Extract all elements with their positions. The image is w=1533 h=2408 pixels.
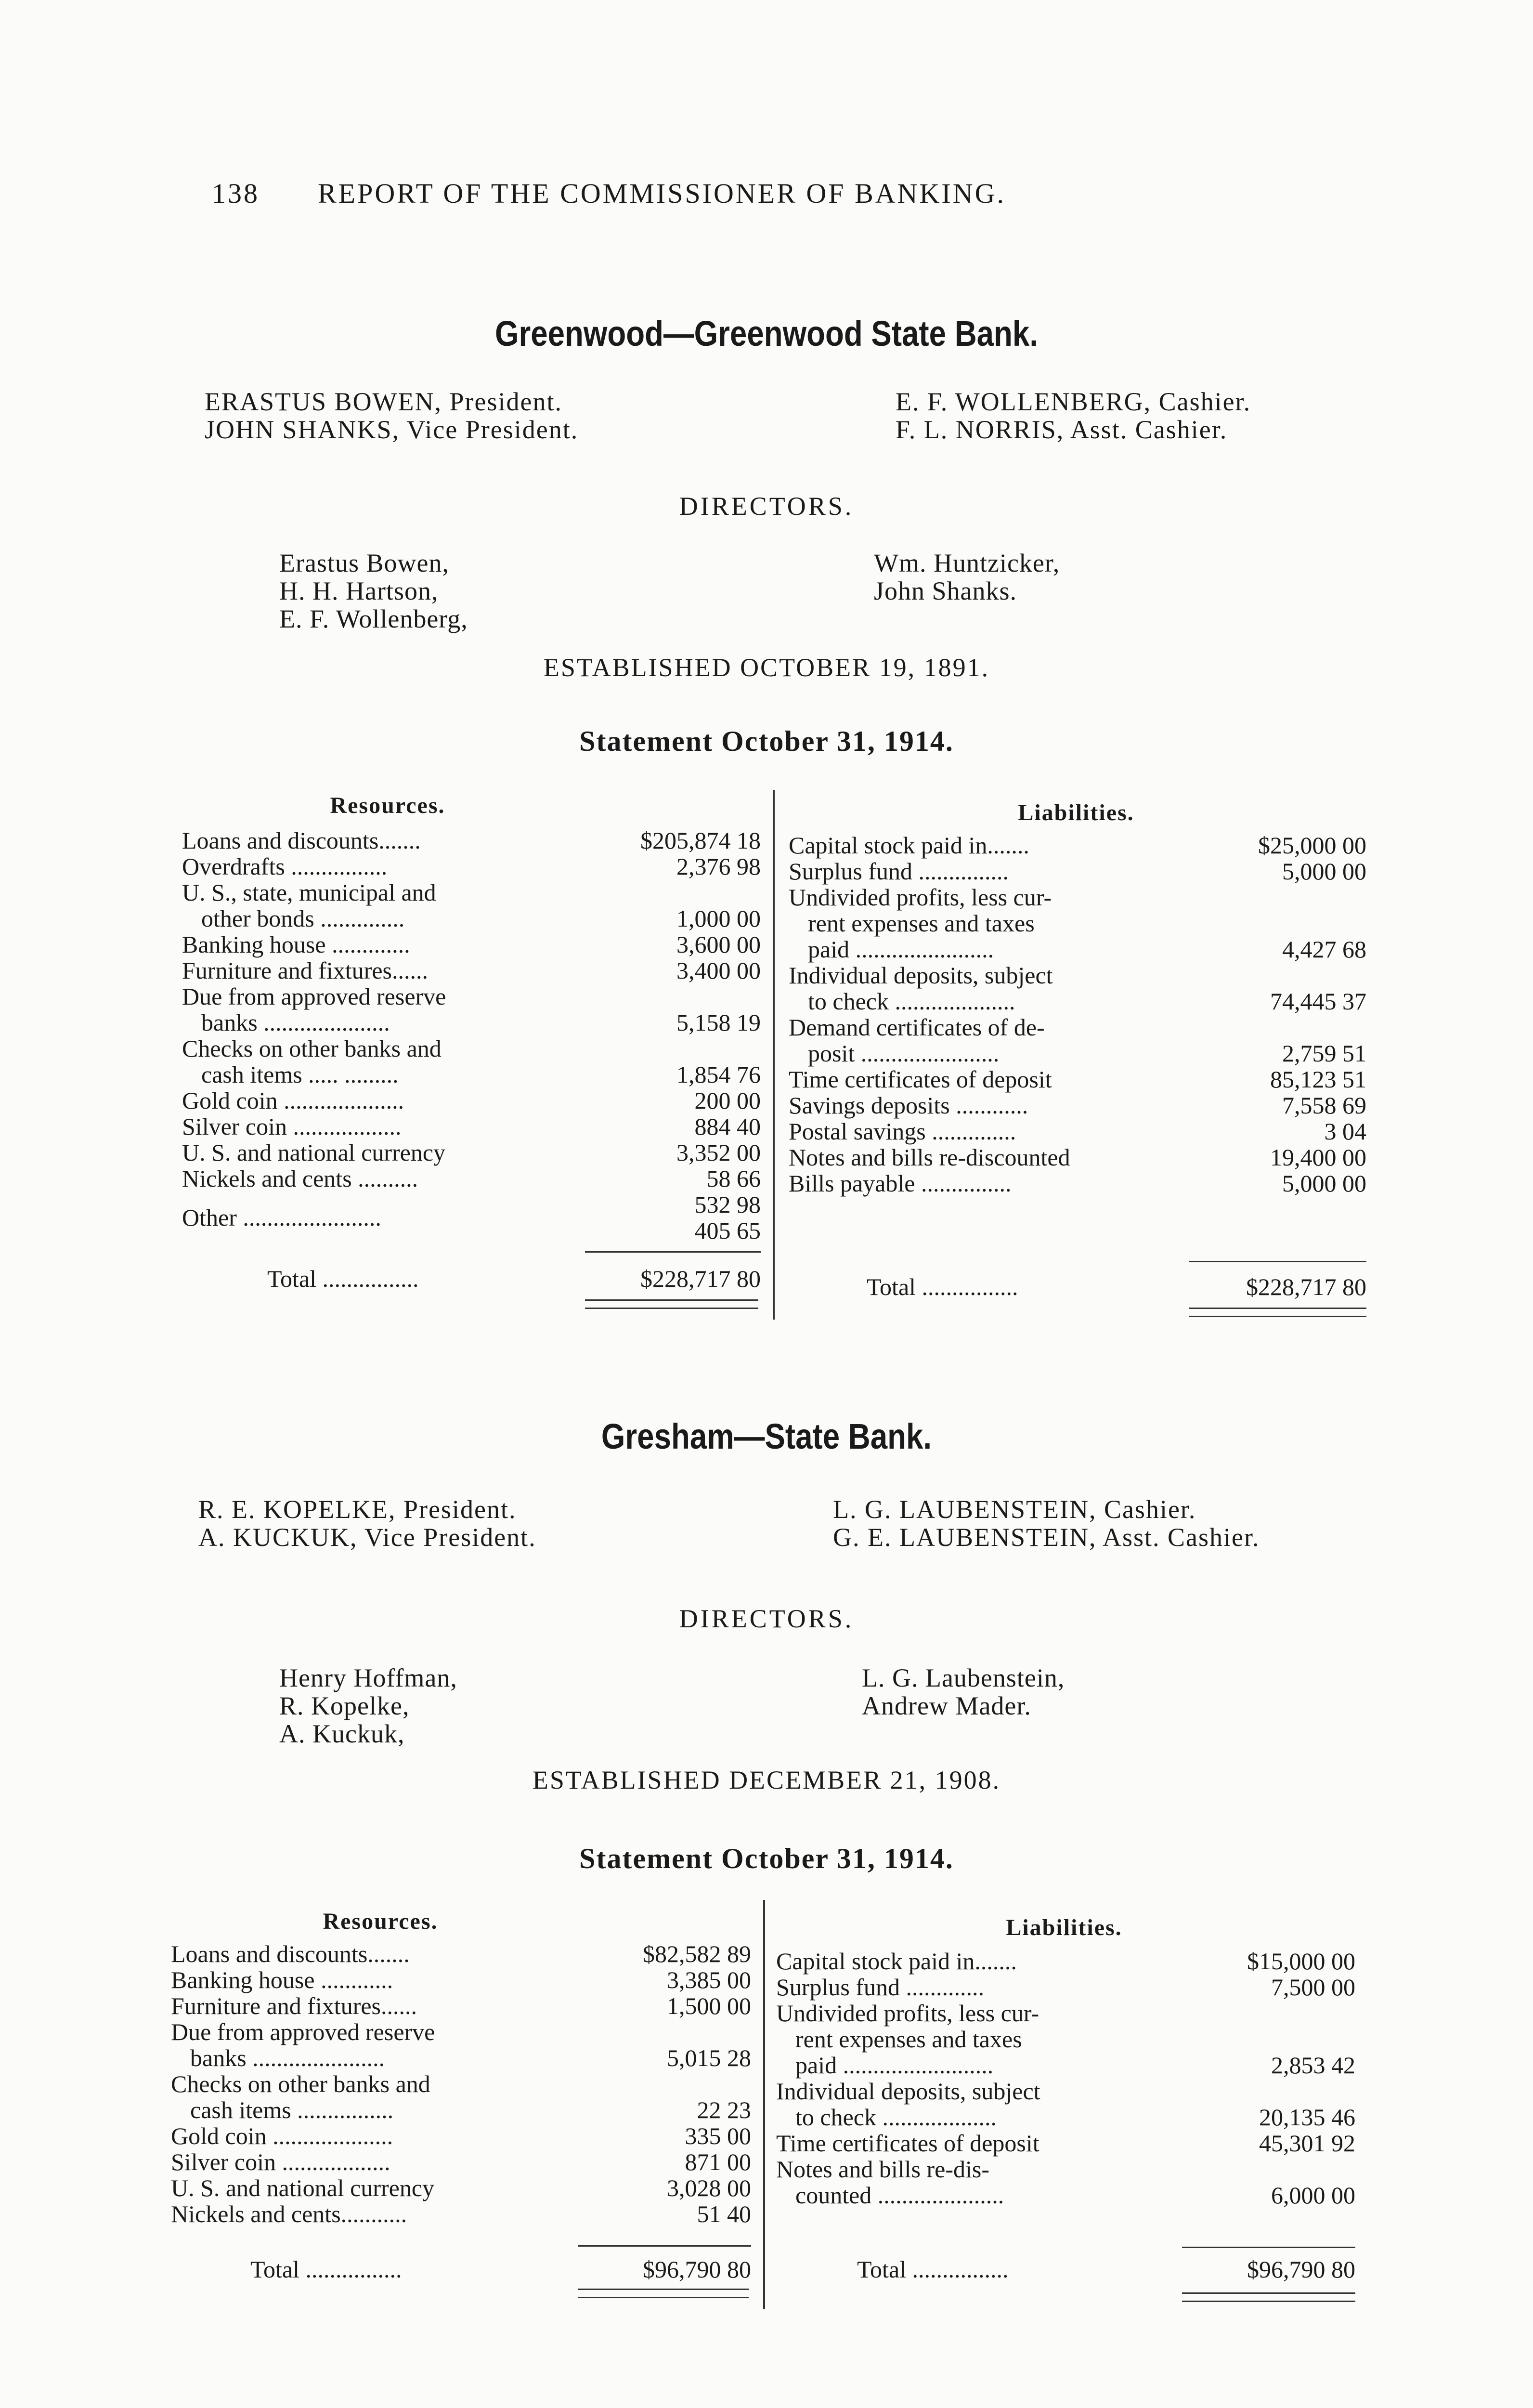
statement-heading-gresham: Statement October 31, 1914. (579, 1843, 954, 1874)
liabilities-table-gresham (776, 1948, 1355, 2208)
table-row: Overdrafts ................ 2,376 98 (182, 853, 761, 880)
table-row: U. S. and national currency 3,352 00 (182, 1139, 761, 1166)
established-gresham: ESTABLISHED DECEMBER 21, 1908. (532, 1766, 1001, 1794)
sum-rule (1189, 1261, 1366, 1262)
total-amount: $96,790 80 (643, 2256, 751, 2283)
table-row: Demand certificates of de- (789, 1014, 1045, 1041)
table-row: Checks on other banks and (171, 2070, 430, 2097)
director-name: Erastus Bowen, (279, 549, 449, 577)
double-rule (1182, 2292, 1355, 2302)
total-row-resources-greenwood (267, 1266, 761, 1292)
resources-table-gresham (171, 1941, 751, 2227)
double-rule (1189, 1308, 1366, 1317)
table-row: cash items ................ 22 23 (190, 2096, 751, 2123)
table-row: paid ....................... 4,427 68 (808, 936, 1366, 963)
officer-vice-president: A. KUCKUK, Vice President. (198, 1523, 536, 1552)
table-row: Surplus fund ............. 7,500 00 (776, 1974, 1355, 2001)
bank-title-gresham: Gresham—State Bank. (601, 1416, 932, 1456)
table-row: Notes and bills re-discounted 19,400 00 (789, 1144, 1366, 1171)
total-amount: $228,717 80 (640, 1265, 761, 1292)
total-label: Total ................ (867, 1273, 1018, 1300)
directors-right-greenwood (874, 549, 1060, 605)
table-row: rent expenses and taxes (808, 910, 1035, 937)
table-row: Individual deposits, subject (789, 962, 1053, 989)
table-row: Savings deposits ............ 7,558 69 (789, 1092, 1366, 1119)
table-row: Capital stock paid in....... $15,000 00 (776, 1948, 1355, 1975)
officer-asst-cashier: G. E. LAUBENSTEIN, Asst. Cashier. (833, 1523, 1260, 1552)
table-row: Undivided profits, less cur- (776, 2000, 1039, 2027)
sum-rule (1182, 2247, 1355, 2248)
table-row: counted ..................... 6,000 00 (795, 2182, 1355, 2209)
director-name: Henry Hoffman, (279, 1663, 457, 1692)
column-divider (773, 790, 775, 1320)
directors-right-gresham (862, 1664, 1065, 1720)
table-row: other bonds .............. 1,000 00 (201, 905, 761, 932)
table-row: U. S. and national currency 3,028 00 (171, 2174, 751, 2201)
officer-vice-president: JOHN SHANKS, Vice President. (205, 415, 579, 444)
column-divider (763, 1900, 765, 2309)
table-row: Furniture and fixtures...... 3,400 00 (182, 957, 761, 984)
total-row-liabilities-gresham (857, 2256, 1355, 2282)
other-label: Other ....................... (182, 1204, 381, 1231)
table-row: Silver coin .................. 884 40 (182, 1113, 761, 1140)
running-header (212, 177, 1006, 209)
total-label: Total ................ (250, 2256, 402, 2283)
double-rule (585, 1299, 758, 1309)
running-title: REPORT OF THE COMMISSIONER OF BANKING. (318, 178, 1006, 209)
table-row: Gold coin .................... 200 00 (182, 1087, 761, 1114)
table-row: cash items ..... ......... 1,854 76 (201, 1061, 761, 1088)
established-greenwood: ESTABLISHED OCTOBER 19, 1891. (543, 653, 990, 682)
officer-cashier: L. G. LAUBENSTEIN, Cashier. (833, 1495, 1196, 1524)
director-name: Wm. Huntzicker, (874, 549, 1060, 577)
total-row-liabilities-greenwood (867, 1274, 1366, 1300)
table-row: Banking house ............ 3,385 00 (171, 1966, 751, 1993)
officers-right-greenwood (896, 388, 1251, 444)
officer-cashier: E. F. WOLLENBERG, Cashier. (896, 387, 1251, 416)
table-row: 405 65 (694, 1217, 761, 1244)
director-name: L. G. Laubenstein, (862, 1663, 1065, 1692)
statement-heading-greenwood: Statement October 31, 1914. (579, 725, 954, 757)
table-row: banks ...................... 5,015 28 (190, 2044, 751, 2071)
directors-heading-gresham: DIRECTORS. (679, 1604, 854, 1633)
table-row: Banking house ............. 3,600 00 (182, 931, 761, 958)
table-row: Furniture and fixtures...... 1,500 00 (171, 1992, 751, 2019)
table-row: Surplus fund ............... 5,000 00 (789, 858, 1366, 885)
table-row: rent expenses and taxes (795, 2026, 1022, 2053)
double-rule (578, 2289, 749, 2298)
total-label: Total ................ (267, 1265, 419, 1292)
director-name: E. F. Wollenberg, (279, 604, 468, 633)
sum-rule (578, 2245, 751, 2247)
directors-left-greenwood (279, 549, 468, 633)
table-row: Postal savings .............. 3 04 (789, 1118, 1366, 1145)
table-row: paid ......................... 2,853 42 (795, 2052, 1355, 2079)
officer-president: R. E. KOPELKE, President. (198, 1495, 517, 1524)
table-row: Undivided profits, less cur- (789, 884, 1052, 911)
total-amount: $228,717 80 (1246, 1273, 1366, 1300)
table-row: banks ..................... 5,158 19 (201, 1009, 761, 1036)
table-row: Gold coin .................... 335 00 (171, 2122, 751, 2149)
bank-title-greenwood: Greenwood—Greenwood State Bank. (494, 314, 1039, 353)
total-label: Total ................ (857, 2256, 1009, 2283)
directors-left-gresham (279, 1664, 457, 1748)
total-row-resources-gresham (250, 2256, 751, 2282)
officers-right-gresham (833, 1495, 1260, 1551)
liabilities-heading-greenwood: Liabilities. (1018, 800, 1134, 825)
table-row: to check ................... 20,135 46 (795, 2104, 1355, 2131)
table-row: Time certificates of deposit 85,123 51 (789, 1066, 1366, 1093)
total-amount: $96,790 80 (1247, 2256, 1355, 2283)
table-row: posit ....................... 2,759 51 (808, 1040, 1366, 1067)
director-name: R. Kopelke, (279, 1691, 410, 1720)
table-row: Other ....................... 532 98 (182, 1191, 761, 1231)
table-row: Bills payable ............... 5,000 00 (789, 1170, 1366, 1197)
table-row: U. S., state, municipal and (182, 879, 436, 906)
liabilities-table-greenwood (789, 832, 1366, 1196)
table-row: Loans and discounts....... $82,582 89 (171, 1940, 751, 1967)
table-row: Due from approved reserve (182, 983, 446, 1010)
directors-heading-greenwood: DIRECTORS. (679, 492, 854, 521)
table-row: Notes and bills re-dis- (776, 2156, 989, 2183)
officer-asst-cashier: F. L. NORRIS, Asst. Cashier. (896, 415, 1228, 444)
table-row: Capital stock paid in....... $25,000 00 (789, 832, 1366, 859)
resources-table-greenwood (182, 827, 761, 1243)
table-row: to check .................... 74,445 37 (808, 988, 1366, 1015)
officer-president: ERASTUS BOWEN, President. (205, 387, 562, 416)
resources-heading-greenwood: Resources. (330, 793, 445, 818)
table-row: Due from approved reserve (171, 2018, 435, 2045)
table-row: Nickels and cents........... 51 40 (171, 2200, 751, 2227)
director-name: Andrew Mader. (862, 1691, 1031, 1720)
table-row: Silver coin .................. 871 00 (171, 2148, 751, 2175)
table-row: Checks on other banks and (182, 1035, 442, 1062)
table-row: Time certificates of deposit 45,301 92 (776, 2130, 1355, 2157)
officers-left-greenwood (205, 388, 578, 444)
table-row: Individual deposits, subject (776, 2078, 1040, 2105)
director-name: John Shanks. (874, 576, 1017, 605)
officers-left-gresham (198, 1495, 536, 1551)
liabilities-heading-gresham: Liabilities. (1006, 1915, 1122, 1940)
page-number: 138 (212, 178, 260, 209)
table-row: Loans and discounts....... $205,874 18 (182, 827, 761, 854)
sum-rule (585, 1251, 761, 1253)
resources-heading-gresham: Resources. (323, 1909, 438, 1934)
director-name: H. H. Hartson, (279, 576, 439, 605)
director-name: A. Kuckuk, (279, 1719, 405, 1748)
table-row: Nickels and cents .......... 58 66 (182, 1165, 761, 1192)
